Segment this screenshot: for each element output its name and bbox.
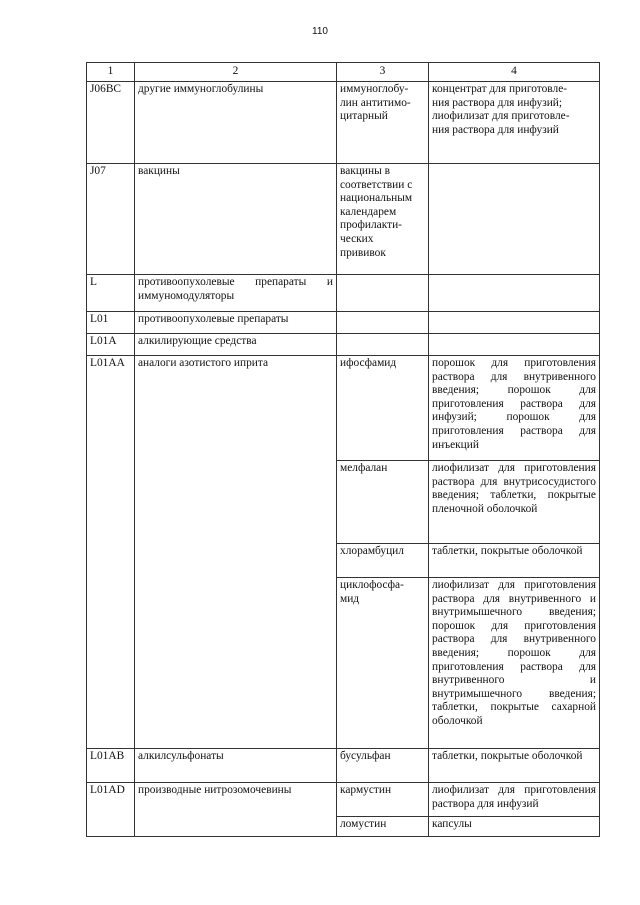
column-header: 2 bbox=[135, 63, 337, 82]
table-row bbox=[87, 275, 600, 312]
group-name: другие иммуноглобулины bbox=[135, 82, 337, 164]
dosage-form bbox=[429, 275, 600, 312]
table-row bbox=[87, 312, 600, 334]
column-header: 1 bbox=[87, 63, 135, 82]
dosage-form: лиофилизат для приготовления раствора для внутривенного и внутримышечного введения; порошок для приготовления раствора для внутривенного введения; порошок для приготовления раствора для внутривенного и внутримышечного введения; таблетки, покрытые сахарной оболочкой bbox=[429, 578, 600, 749]
column-header: 4 bbox=[429, 63, 600, 82]
dosage-form: таблетки, покрытые оболочкой bbox=[429, 544, 600, 578]
atc-code: L01AB bbox=[87, 749, 135, 783]
atc-code: L01AD bbox=[87, 783, 135, 837]
drug-name bbox=[337, 275, 429, 312]
dosage-form bbox=[429, 164, 600, 275]
dosage-form: капсулы bbox=[429, 817, 600, 837]
dosage-form: концентрат для приготовле- ния раствора для инфузий; лиофилизат для приготовле- ния раствора для инфузий bbox=[429, 82, 600, 164]
atc-code: J06BC bbox=[87, 82, 135, 164]
drug-name: мелфалан bbox=[337, 461, 429, 544]
table-row bbox=[87, 164, 600, 275]
atc-code: L01A bbox=[87, 334, 135, 356]
table-row bbox=[87, 82, 600, 164]
drug-name: хлорамбуцил bbox=[337, 544, 429, 578]
page-number: 110 bbox=[312, 26, 328, 37]
atc-code: L bbox=[87, 275, 135, 312]
drug-table bbox=[86, 62, 600, 837]
group-name: противоопухолевые препараты и иммуномодуляторы bbox=[135, 275, 337, 312]
table-row bbox=[87, 783, 600, 817]
group-name: производные нитрозомочевины bbox=[135, 783, 337, 837]
drug-name bbox=[337, 334, 429, 356]
atc-code: J07 bbox=[87, 164, 135, 275]
drug-name: бусульфан bbox=[337, 749, 429, 783]
drug-name: ифосфамид bbox=[337, 356, 429, 461]
table-row bbox=[87, 749, 600, 783]
dosage-form: лиофилизат для приготовления раствора для внутрисосудистого введения; таблетки, покрытые пленочной оболочкой bbox=[429, 461, 600, 544]
drug-name: циклофосфа- мид bbox=[337, 578, 429, 749]
group-name: алкилирующие средства bbox=[135, 334, 337, 356]
group-name: противоопухолевые препараты bbox=[135, 312, 337, 334]
drug-name bbox=[337, 312, 429, 334]
dosage-form: таблетки, покрытые оболочкой bbox=[429, 749, 600, 783]
table-row bbox=[87, 334, 600, 356]
dosage-form: порошок для приготовления раствора для внутривенного введения; порошок для приготовления раствора для инфузий; порошок для приготовления раствора для инъекций bbox=[429, 356, 600, 461]
drug-name: кармустин bbox=[337, 783, 429, 817]
dosage-form: лиофилизат для приготовления раствора для инфузий bbox=[429, 783, 600, 817]
atc-code: L01 bbox=[87, 312, 135, 334]
group-name: аналоги азотистого иприта bbox=[135, 356, 337, 749]
group-name: алкилсульфонаты bbox=[135, 749, 337, 783]
group-name: вакцины bbox=[135, 164, 337, 275]
table-header-row bbox=[87, 63, 600, 82]
dosage-form bbox=[429, 312, 600, 334]
drug-name: иммуноглобу- лин антитимо- цитарный bbox=[337, 82, 429, 164]
drug-name: ломустин bbox=[337, 817, 429, 837]
table-row bbox=[87, 356, 600, 461]
drug-name: вакцины в соответствии с национальным календарем профилакти- ческих прививок bbox=[337, 164, 429, 275]
atc-code: L01AA bbox=[87, 356, 135, 749]
column-header: 3 bbox=[337, 63, 429, 82]
dosage-form bbox=[429, 334, 600, 356]
